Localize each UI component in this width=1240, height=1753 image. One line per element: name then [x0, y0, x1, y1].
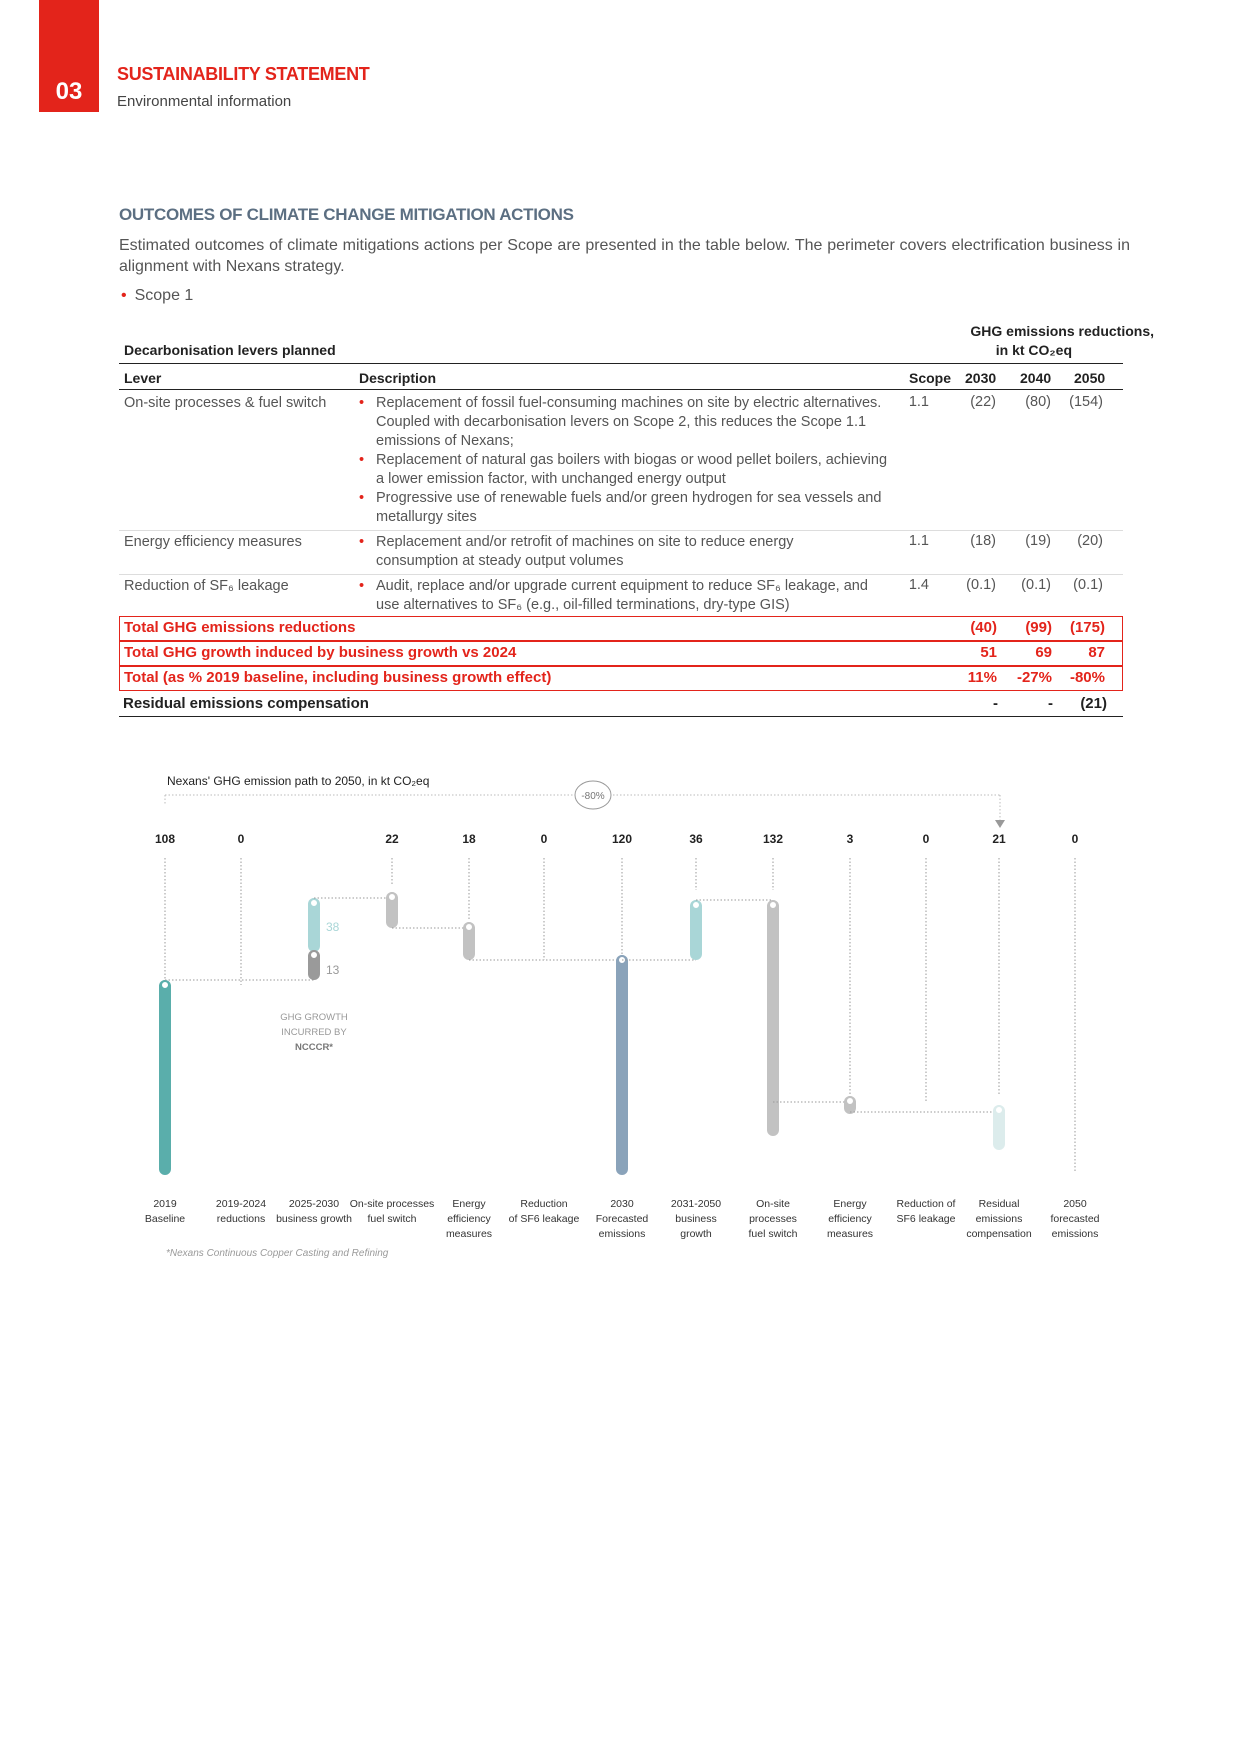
table-top-rule — [119, 363, 1123, 364]
description-item — [359, 489, 899, 527]
description-text: Audit, replace and/or upgrade current equipment to reduce SF₆ leakage, and use alternatives to SF₆ (e.g., oil-filled terminations, dry-type GIS) — [376, 578, 868, 613]
x-axis-label-line: of SF6 leakage — [508, 1213, 580, 1225]
x-axis-label-line: 2030 — [610, 1198, 634, 1210]
total-2030: 11% — [967, 669, 997, 686]
section-title: OUTCOMES OF CLIMATE CHANGE MITIGATION ACTIONS — [119, 205, 574, 224]
chart-canvas — [120, 760, 1120, 1250]
value-2050: (0.1) — [1073, 577, 1103, 593]
x-axis-label-line: Energy — [452, 1198, 486, 1210]
lever-description — [359, 533, 839, 571]
chapter-number: 03 — [55, 78, 83, 105]
x-axis-label-line: Energy — [833, 1198, 867, 1210]
bar-onsite-2050 — [767, 900, 779, 1136]
value-2030: (18) — [970, 533, 996, 549]
ghg-header-line2: in kt CO₂eq — [995, 342, 1072, 358]
lever-name: On-site processes & fuel switch — [124, 395, 327, 411]
x-axis-label-line: On-site — [756, 1198, 790, 1210]
step-value-label: 3 — [846, 832, 854, 846]
total-2050: 87 — [1088, 644, 1105, 661]
x-axis-label — [509, 1198, 580, 1225]
x-axis-label-line: SF6 leakage — [896, 1213, 956, 1225]
x-axis-label-line: growth — [680, 1228, 712, 1240]
total-2040: 69 — [1035, 644, 1052, 661]
ghg-header-line1: GHG emissions reductions, — [970, 323, 1154, 339]
scope-bullet-label: Scope 1 — [134, 287, 194, 304]
value-2040: (0.1) — [1021, 577, 1051, 593]
row-divider — [119, 574, 1123, 575]
step-value-label: 36 — [689, 832, 703, 846]
bullet-dot-icon: • — [359, 452, 365, 468]
chart-footnote: *Nexans Continuous Copper Casting and Refining — [166, 1248, 389, 1259]
step-value-label: 120 — [611, 832, 633, 846]
x-axis-label-line: fuel switch — [367, 1213, 417, 1225]
residual-label: Residual emissions compensation — [123, 695, 369, 712]
value-2030: (0.1) — [966, 577, 996, 593]
total-growth-row — [119, 641, 1123, 666]
bar-marker — [846, 1097, 854, 1105]
description-text: Progressive use of renewable fuels and/or green hydrogen for sea vessels and metallurgy sites — [376, 490, 882, 525]
total-2030: (40) — [970, 619, 997, 636]
bullet-dot-icon: • — [359, 578, 365, 594]
step-value-label: 21 — [992, 832, 1006, 846]
x-axis-label-line: reductions — [216, 1213, 266, 1225]
col-2040: 2040 — [1020, 370, 1052, 386]
bar-marker — [995, 1106, 1003, 1114]
bullet-dot-icon: • — [359, 395, 365, 411]
x-axis-label — [350, 1198, 435, 1225]
x-axis-label — [748, 1198, 797, 1240]
total-label: Total GHG emissions reductions — [124, 619, 356, 636]
total-label: Total (as % 2019 baseline, including business growth effect) — [124, 669, 552, 686]
x-axis-label-line: emissions — [598, 1228, 646, 1240]
lever-description — [359, 577, 869, 615]
residual-2040: - — [1048, 695, 1053, 712]
x-axis-label-line: efficiency — [828, 1213, 872, 1225]
residual-2050: (21) — [1080, 695, 1107, 712]
bar-2019-baseline — [159, 980, 171, 1175]
bar-marker — [310, 951, 318, 959]
annotation-line: GHG GROWTH — [280, 1012, 348, 1023]
scope-value: 1.1 — [908, 533, 929, 549]
lever-name: Reduction of SF₆ leakage — [124, 578, 289, 594]
x-axis-label-line: processes — [749, 1213, 797, 1225]
annotation-line: INCURRED BY — [281, 1027, 347, 1038]
x-axis-label-line: Residual — [978, 1198, 1020, 1210]
col-lever: Lever — [124, 370, 162, 386]
col-2050: 2050 — [1074, 370, 1106, 386]
total-percent-row — [119, 666, 1123, 691]
x-axis-label-line: emissions — [975, 1213, 1023, 1225]
scope-bullet — [121, 287, 193, 305]
bar-marker — [465, 923, 473, 931]
row-divider — [119, 530, 1123, 531]
x-axis-label — [276, 1198, 352, 1225]
x-axis-label — [1050, 1198, 1099, 1240]
value-2050: (154) — [1069, 394, 1103, 410]
lever-description — [359, 394, 899, 527]
document-subtitle: Environmental information — [117, 93, 292, 110]
x-axis-label-line: Baseline — [144, 1213, 186, 1225]
chart-title: Nexans' GHG emission path to 2050, in kt CO₂eq — [167, 774, 430, 788]
value-2040: (80) — [1025, 394, 1051, 410]
x-axis-label-line: efficiency — [447, 1213, 491, 1225]
table-header-rule — [119, 389, 1123, 390]
x-axis-label — [446, 1198, 492, 1240]
total-2040: -27% — [1016, 669, 1052, 686]
bar-marker — [388, 893, 396, 901]
description-text: Replacement of fossil fuel-consuming machines on site by electric alternatives. Coupled with decarbonisation levers on Scope 2, this reduces the Scope 1.1 emissions of Nexans; — [376, 395, 882, 449]
x-axis-label — [216, 1198, 266, 1225]
x-axis-label — [596, 1198, 649, 1240]
change-label: -80% — [581, 791, 605, 802]
value-2050: (20) — [1077, 533, 1103, 549]
document-title: SUSTAINABILITY STATEMENT — [117, 64, 370, 84]
total-2040: (99) — [1025, 619, 1052, 636]
bar-marker — [692, 901, 700, 909]
chapter-tab — [39, 0, 99, 112]
nccr-value: 13 — [326, 963, 340, 977]
bullet-dot-icon: • — [121, 287, 127, 304]
x-axis-label — [827, 1198, 873, 1240]
x-axis-label-line: business growth — [276, 1213, 352, 1225]
arrow-down-icon — [995, 820, 1005, 828]
x-axis-label-line: On-site processes — [349, 1198, 435, 1210]
x-axis-label-line: Reduction of — [896, 1198, 956, 1210]
bar-marker — [310, 899, 318, 907]
x-axis-label-line: emissions — [1051, 1228, 1099, 1240]
description-text: Replacement and/or retrofit of machines on site to reduce energy consumption at steady output volumes — [376, 534, 794, 569]
x-axis-label-line: 2031-2050 — [670, 1198, 722, 1210]
step-value-label: 132 — [762, 832, 784, 846]
x-axis-label — [145, 1198, 185, 1225]
lever-name: Energy efficiency measures — [124, 534, 302, 550]
x-axis-label-line: fuel switch — [748, 1228, 798, 1240]
x-axis-label — [897, 1198, 956, 1225]
x-axis-label-line: 2050 — [1063, 1198, 1087, 1210]
bar-marker — [161, 981, 169, 989]
x-axis-label-line: 2019 — [153, 1198, 177, 1210]
step-value-label: 0 — [1071, 832, 1079, 846]
x-axis-label-line: forecasted — [1050, 1213, 1100, 1225]
total-2030: 51 — [980, 644, 997, 661]
x-axis-label-line: business — [675, 1213, 717, 1225]
description-item — [359, 577, 869, 615]
bullet-dot-icon: • — [359, 534, 365, 550]
scope-value: 1.1 — [908, 394, 929, 410]
col-description: Description — [359, 370, 437, 386]
total-2050: -80% — [1069, 669, 1105, 686]
step-value-label: 0 — [237, 832, 245, 846]
total-reductions-row — [119, 616, 1123, 641]
x-axis-label — [966, 1198, 1032, 1240]
total-2050: (175) — [1069, 619, 1105, 636]
col-scope: Scope — [909, 370, 952, 386]
residual-2030: - — [993, 695, 998, 712]
x-axis-label-line: measures — [445, 1228, 493, 1240]
x-axis-label-line: Reduction — [520, 1198, 568, 1210]
emission-path-chart — [120, 760, 1120, 1260]
bar-marker — [769, 901, 777, 909]
description-item — [359, 451, 899, 489]
value-2040: (19) — [1025, 533, 1051, 549]
growth-value: 38 — [326, 920, 340, 934]
col-2030: 2030 — [965, 370, 997, 386]
bar-2030-forecast — [616, 955, 628, 1175]
step-value-label: 0 — [540, 832, 548, 846]
step-value-label: 18 — [462, 832, 476, 846]
x-axis-label-line: Forecasted — [595, 1213, 649, 1225]
description-item — [359, 394, 899, 451]
total-label: Total GHG growth induced by business growth vs 2024 — [124, 644, 517, 661]
residual-row — [119, 692, 1123, 717]
step-value-label: 108 — [154, 832, 176, 846]
step-value-label: 22 — [385, 832, 399, 846]
x-axis-label-line: 2025-2030 — [288, 1198, 340, 1210]
description-text: Replacement of natural gas boilers with biogas or wood pellet boilers, achieving a lower emission factor, with unchanged energy output — [376, 452, 888, 487]
x-axis-label-line: measures — [826, 1228, 874, 1240]
step-value-label: 0 — [922, 832, 930, 846]
bullet-dot-icon: • — [359, 490, 365, 506]
x-axis-label-line: compensation — [966, 1228, 1032, 1240]
intro-paragraph: Estimated outcomes of climate mitigations actions per Scope are presented in the table below. The perimeter covers electrification business in alignment with Nexans strategy. — [119, 237, 1130, 275]
x-axis-label-line: 2019-2024 — [215, 1198, 267, 1210]
levers-header: Decarbonisation levers planned — [124, 342, 336, 358]
annotation-line: NCCCR* — [295, 1042, 333, 1053]
value-2030: (22) — [970, 394, 996, 410]
description-item — [359, 533, 839, 571]
x-axis-label — [671, 1198, 721, 1240]
scope-value: 1.4 — [908, 577, 929, 593]
